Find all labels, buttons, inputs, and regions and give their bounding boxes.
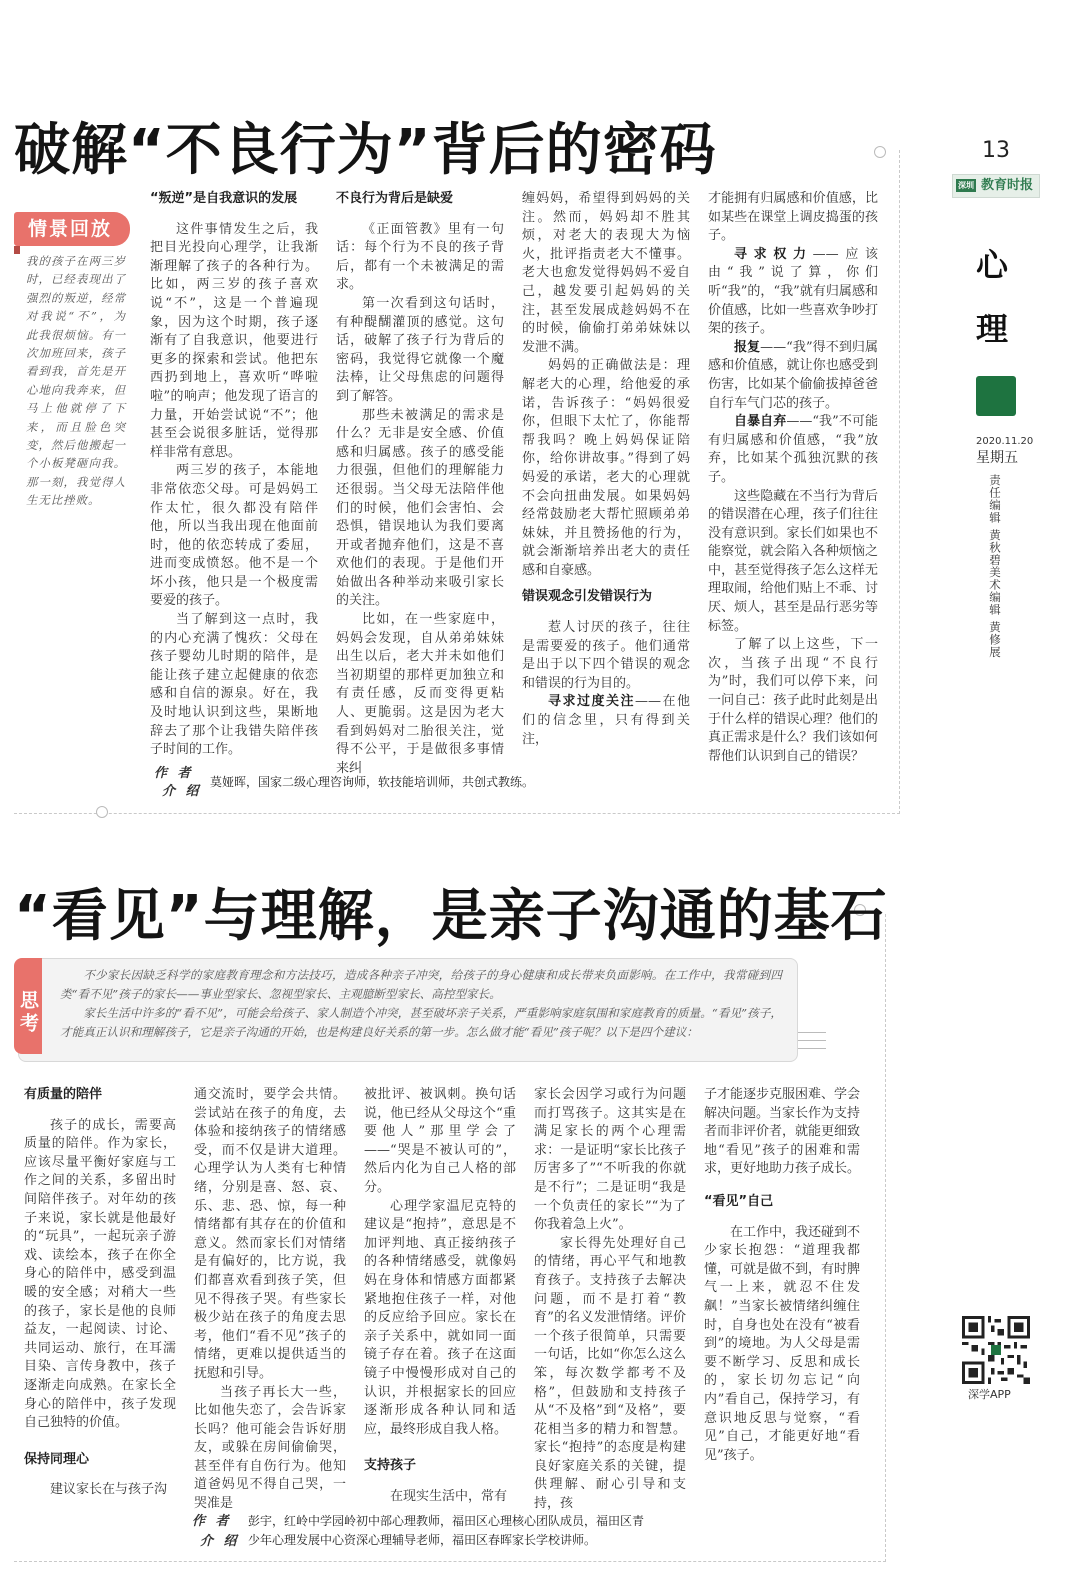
author-label: 介 绍	[162, 784, 202, 799]
paragraph: 妈妈的正确做法是：理解老大的心理，给他爱的承诺，告诉孩子：“妈妈很爱你，但眼下太忙了，你能帮帮我吗？晚上妈妈保证陪你，给你讲故事。”得到了妈妈爱的承诺，老大的心理就不会向扭曲发展。如果妈妈经常鼓励老大帮忙照顾弟弟妹妹，并且赞扬他的行为，就会渐渐培养出老大的责任感和自豪感。	[522, 358, 690, 578]
decorative-lines	[798, 1032, 826, 1056]
paragraph: 这些隐藏在不当行为背后的错误潜在心理，孩子们往往没有意识到。家长们如果也不能察觉，就会陷入各种烦恼之中，甚至觉得孩子怎么这样无理取闹，给他们贴上不乖、讨厌、烦人，甚至是品行恶劣等标签。	[708, 488, 878, 634]
logo-badge: 深圳	[958, 181, 974, 190]
bold-term: 报复	[734, 339, 761, 355]
article2-author-box	[188, 1510, 888, 1550]
paragraph: 孩子的成长，需要高质量的陪伴。作为家长，应该尽量平衡好家庭与工作之间的关系，多留出时间陪伴孩子。对年幼的孩子来说，家长就是他最好的“玩具”，一起玩亲子游戏、读绘本，孩子在你全身心的陪伴中，感受到温暖的安全感；对稍大一些的孩子，家长是他的良师益友，一起阅读、讨论、共同运动、旅行，在耳濡目染、言传身教中，孩子逐渐走向成熟。在家长全身心的陪伴中，孩子发现自己独特的价值。	[24, 1117, 176, 1431]
paragraph: 第一次看到这句话时，有种醍醐灌顶的感觉。这句话，破解了孩子行为背后的密码，我觉得它就像一个魔法棒，让父母焦虑的问题得到了解答。	[336, 295, 504, 404]
thinking-tag: 思考	[14, 958, 42, 1054]
paragraph: 两三岁的孩子，本能地非常依恋父母。可是妈妈工作太忙，很久都没有陪伴他，所以当我出现在他面前时，他的依恋转成了委屈，进而变成愤怒。他不是一个坏小孩，他只是一个极度需要爱的孩子。	[150, 463, 318, 609]
paragraph: 通交流时，要学会共情。尝试站在孩子的角度，去体验和接纳孩子的情绪感受，而不仅是讲大道理。心理学认为人类有七种情绪，分别是喜、怒、哀、乐、悲、恐、惊，每一种情绪都有其存在的价值和意义。然而家长们对情绪是有偏好的，比方说，我们都喜欢看到孩子笑，但见不得孩子哭。有些家长极少站在孩子的角度去思考，他们“看不见”孩子的情绪，更难以提供适当的抚慰和引导。	[194, 1087, 346, 1381]
paragraph: 当孩子再长大一些，比如他失恋了，会告诉家长吗？他可能会告诉好朋友，或躲在房间偷偷哭，甚至伴有自伤行为。他知道爸妈见不得自己哭，一哭准是	[194, 1384, 346, 1512]
section-color-block	[976, 376, 1016, 416]
bold-term: 寻求过度关注	[548, 694, 635, 710]
paragraph	[708, 339, 878, 413]
bold-term: 寻求权力	[734, 246, 813, 262]
art-editor-credit: 美术编辑 黄修展	[988, 566, 1002, 659]
paragraph: 惹人讨厌的孩子，往往是需要爱的孩子。他们通常是出于以下四个错误的观念和错误的行为目的。	[522, 620, 690, 691]
paragraph: 了解了以上这些，下一次，当孩子出现“不良行为”时，我们可以停下来，问一问自己：孩子此时此刻是出于什么样的错误心理？他们的真正需求是什么？我们该如何帮他们认识到自己的错误？	[708, 637, 878, 764]
article1-column-4	[708, 190, 878, 766]
frame-corner-ring	[96, 806, 108, 818]
thinking-text	[60, 966, 782, 1042]
logo-text: 教育时报	[980, 178, 1033, 193]
article2-column-3	[364, 1086, 516, 1506]
paragraph: 建议家长在与孩子沟	[50, 1482, 168, 1498]
editor-credit: 责任编辑 黄秋碧	[988, 474, 1002, 567]
paragraph: 被批评、被讽刺。换句话说，他已经从父母这个“重要他人”那里学会了——“哭是不被认可的”，然后内化为自己人格的部分。	[364, 1087, 516, 1195]
article1-title: 破解“不良行为”背后的密码	[14, 118, 717, 183]
paragraph-text: ——“我”不可能有归属感和价值感，“我”放弃，比如某个孤独沉默的孩子。	[708, 414, 878, 485]
author-label: 作 者	[192, 1514, 232, 1529]
subheading: 有质量的陪伴	[24, 1087, 103, 1102]
qr-code-icon[interactable]	[962, 1316, 1030, 1384]
paragraph: 这件事情发生之后，我把目光投向心理学，让我渐渐理解了孩子的各种行为。比如，两三岁的孩子喜欢说“不”，这是一个普遍现象，因为这个时期，孩子逐渐有了自我意识，他要进行更多的探索和尝试。他把东西扔到地上，喜欢听“哗啦啦”的响声；他发现了语言的力量，开始尝试说“不”；他甚至会说很多脏话，觉得那样非常有意思。	[150, 221, 318, 460]
article1-column-1	[150, 190, 318, 760]
author-label: 介 绍	[200, 1534, 240, 1549]
paragraph: 不少家长因缺乏科学的家庭教育理念和方法技巧，造成各种亲子冲突，给孩子的身心健康和成长带来负面影响。在工作中，我常碰到四类“看不见”孩子的家长——事业型家长、忽视型家长、主观臆断型家长、高控型家长。	[60, 968, 782, 1001]
tag-fold	[14, 246, 20, 254]
subheading: 支持孩子	[364, 1458, 417, 1474]
paragraph	[522, 693, 690, 749]
subheading: “看见”自己	[704, 1193, 774, 1209]
paragraph-text: ——在他们的信念里，只有得到关注，	[522, 694, 690, 747]
article1-column-3	[522, 190, 690, 749]
paragraph: 缠妈妈，希望得到妈妈的关注。然而，妈妈却不胜其烦，对老大的表现大为恼火，批评指责老大不懂事。老大也愈发觉得妈妈不爱自己，越发要引起妈妈的关注，甚至发展成趁妈妈不在的时候，偷偷打弟弟妹妹以发泄不满。	[522, 191, 690, 355]
article2-title: “看见”与理解，是亲子沟通的基石	[14, 884, 888, 949]
bold-term: 自暴自弃	[734, 414, 787, 430]
author-label: 作 者	[154, 766, 194, 781]
article2-column-5	[704, 1086, 860, 1465]
paragraph-text: ——“我”得不到归属感和价值感，就让你也感受到伤害，比如某个偷偷拔掉爸爸自行车气门芯的孩子。	[708, 339, 878, 411]
subheading: 保持同理心	[24, 1451, 90, 1467]
article2-column-4	[534, 1086, 686, 1514]
section-title-char: 心	[976, 246, 1009, 284]
author-intro-line: 少年心理发展中心资深心理辅导老师，福田区春晖家长学校讲师。	[248, 1533, 597, 1547]
paragraph: 在现实生活中，常有	[390, 1488, 508, 1504]
paragraph	[708, 413, 878, 487]
issue-date: 2020.11.20	[976, 436, 1034, 447]
scene-replay-tag: 情景回放	[14, 212, 130, 246]
scene-story-text: 我的孩子在两三岁时，已经表现出了强烈的叛逆，经常对我说“不”，为此我很烦恼。有一次加班回来，孩子看到我，首先是开心地向我奔来，但马上他就停了下来，而且脸色突变，然后他搬起一个小板凳砸向我。那一刻，我觉得人生无比挫败。	[26, 254, 126, 508]
paragraph: 家长会因学习或行为问题而打骂孩子。这其实是在满足家长的两个心理需求：一是证明“家长比孩子厉害多了”“不听我的你就是不行”；二是证明“我是一个负责任的家长”“为了你我着急上火”。	[534, 1087, 686, 1233]
subheading: “叛逆”是自我意识的发展	[150, 191, 298, 206]
paragraph: 《正面管教》里有一句话：每个行为不良的孩子背后，都有一个未被满足的需求。	[336, 221, 504, 293]
paragraph	[708, 246, 878, 339]
paragraph: 比如，在一些家庭中，妈妈会发现，自从弟弟妹妹出生以后，老大并未如他们当初期望的那样更加独立和有责任感，反而变得更粘人、更脆弱。这是因为老大看到妈妈对二胎很关注，觉得不公平，于是做很多事情来纠	[336, 612, 504, 776]
paragraph: 才能拥有归属感和价值感，比如某些在课堂上调皮捣蛋的孩子。	[708, 191, 878, 244]
article1-author-box	[148, 760, 888, 798]
paragraph: 子才能逐步克服困难、学会解决问题。当家长作为支持者而非评价者，就能更细致地“看见”孩子的困难和需求，更好地助力孩子成长。	[704, 1087, 861, 1177]
subheading: 错误观念引发错误行为	[522, 589, 653, 605]
frame-corner-ring	[874, 146, 886, 158]
issue-weekday: 星期五	[976, 450, 1018, 466]
paragraph: 家长得先处理好自己的情绪，再心平气和地教育孩子。支持孩子去解决问题，而不是打着“教育”的名义发泄情绪。评价一个孩子很简单，只需要一句话，比如“你怎么这么笨，每次数学都考不及格”，但鼓励和支持孩子从“不及格”到“及格”，要花相当多的精力和智慧。家长“抱持”的态度是构建良好家庭关系的关键，提供理解、耐心引导和支持，孩	[534, 1235, 686, 1512]
author-intro: 莫娅晖，国家二级心理咨询师，软技能培训师，共创式教练。	[210, 775, 535, 789]
page-number: 13	[982, 138, 1010, 163]
paragraph: 那些未被满足的需求是什么？无非是安全感、价值感和归属感。孩子的感受能力很强，但他们的理解能力还很弱。当父母无法陪伴他们的时候，他们会害怕、会恐惧，错误地认为我们要离开或者抛弃他们，这是不喜欢他们的表现。于是他们开始做出各种举动来吸引家长的关注。	[336, 407, 504, 609]
paragraph: 在工作中，我还碰到不少家长抱怨：“道理我都懂，可就是做不到，有时脾气一上来，就忍不住发飙！”当家长被情绪纠缠住时，自身也处在没有“被看到”的境地。为人父母是需要不断学习、反思和成长的，家长切勿忘记“向内”看自己，保持学习，有意识地反思与觉察，“看见”自己，才能更好地“看见”孩子。	[704, 1224, 861, 1463]
paragraph: 当了解到这一点时，我的内心充满了愧疚：父母在孩子婴幼儿时期的陪伴，是能让孩子建立起健康的依恋感和自信的源泉。好在，我及时地认识到这些，果断地辞去了那个让我错失陪伴孩子时间的工作。	[150, 612, 318, 758]
qr-label: 深学APP	[968, 1388, 1011, 1401]
newspaper-logo	[952, 174, 1040, 198]
article2-column-2	[194, 1086, 346, 1514]
subheading: 不良行为背后是缺爱	[336, 191, 454, 206]
paragraph: 心理学家温尼克特的建议是“抱持”，意思是不加评判地、真正接纳孩子的各种情绪感受，就像妈妈在身体和情感方面都紧紧地抱住孩子一样，对他的反应给予回应。家长在亲子关系中，就如同一面镜子存在着。孩子在这面镜子中慢慢形成对自己的认识，并根据家长的回应逐渐形成各种认同和适应，最终形成自我人格。	[364, 1198, 516, 1437]
paragraph-text: ——应该由“我”说了算，你们听“我”的，“我”就有归属感和价值感，比如一些喜欢争吵打架的孩子。	[708, 246, 878, 337]
article2-column-1	[24, 1086, 176, 1500]
section-title-char: 理	[976, 310, 1009, 348]
article1-column-2	[336, 190, 504, 778]
author-intro-line: 彭宇，红岭中学园岭初中部心理教师，福田区心理核心团队成员，福田区青	[248, 1514, 645, 1528]
paragraph: 家长生活中许多的“看不见”，可能会给孩子、家人制造个冲突，甚至破坏亲子关系，严重影响家庭氛围和家庭教育的质量。“看见”孩子，才能真正认识和理解孩子，它是亲子沟通的开始，也是构建良好关系的第一步。怎么做才能“看见”孩子呢？以下是四个建议：	[60, 1006, 782, 1039]
